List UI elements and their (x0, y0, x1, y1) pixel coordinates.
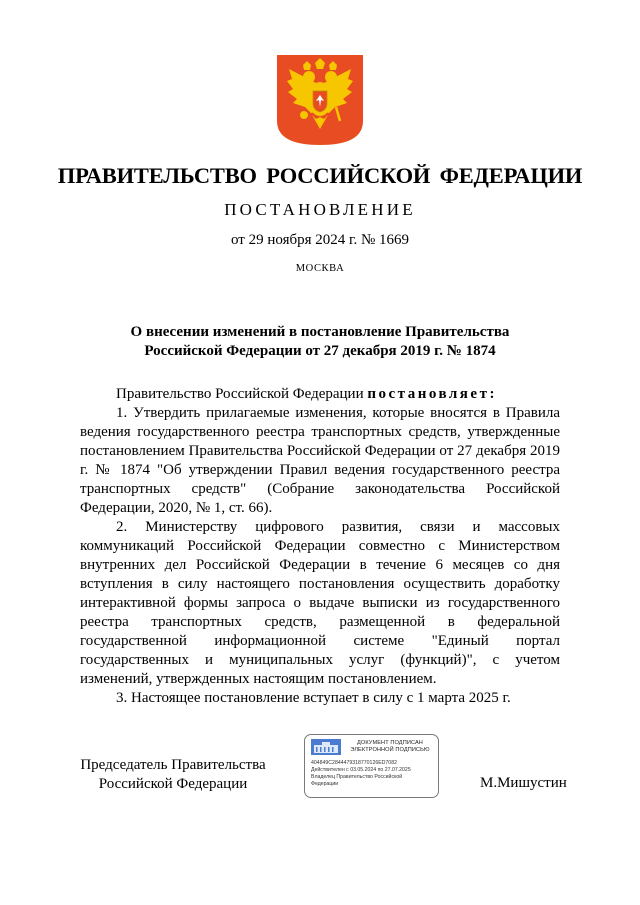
stamp-details (311, 760, 436, 788)
document-date-number: от 29 ноября 2024 г. № 1669 (230, 232, 410, 248)
government-title: ПРАВИТЕЛЬСТВО РОССИЙСКОЙ ФЕДЕРАЦИИ (57, 163, 583, 188)
document-type: ПОСТАНОВЛЕНИЕ (224, 200, 416, 219)
document-city: МОСКВА (295, 263, 345, 274)
clause-1: 1. Утвердить прилагаемые изменения, которые вносятся в Правила ведения государственного реестра транспортных средств, утвержденные постановлением Правительства Российской Федерации от 27 декабря 2019 г. № 1874 "Об утверждении Правил ведения государственного реестра транспортных средств" (Собрание законодательства Российской Федерации, 2020, № 1, ст. 66). (80, 405, 560, 516)
subject-line-1: О внесении изменений в постановление Правительства (130, 324, 510, 340)
electronic-signature-stamp (304, 734, 439, 798)
document-subject (80, 323, 560, 361)
stamp-validity: Действителен с 03.05.2024 по 27.07.2025 (311, 767, 411, 773)
signatory-title-line-1: Председатель Правительства (80, 757, 266, 773)
preamble (80, 385, 560, 404)
government-building-icon (311, 739, 341, 755)
stamp-title-line-2: ЭЛЕКТРОННОЙ ПОДПИСЬЮ (350, 747, 430, 753)
clause-3: 3. Настоящее постановление вступает в силу с 1 марта 2025 г. (116, 690, 511, 706)
signatory-name: М.Мишустин (480, 775, 567, 791)
russian-coat-of-arms-icon (277, 55, 363, 145)
stamp-owner-line-1: Владелец Правительство Российской (311, 774, 403, 780)
stamp-owner-line-2: Федерации (311, 781, 339, 787)
clause-2: 2. Министерству цифрового развития, связи и массовых коммуникаций Российской Федерации совместно с Министерством внутренних дел Российской Федерации в течение 6 месяцев со дня вступления в силу настоящего постановления осуществить доработку интерактивной формы запроса о выдаче выписки из государственного реестра транспортных средств, размещенной в федеральной государственной информационной системе "Единый портал государственных и муниципальных услуг (функций)", с учетом изменений, утвержденных настоящим постановлением. (80, 519, 560, 687)
signatory-title-line-2: Российской Федерации (98, 776, 248, 792)
stamp-title (345, 740, 435, 754)
preamble-text: Правительство Российской Федерации (116, 386, 368, 402)
signatory-title (78, 756, 268, 794)
stamp-title-line-1: ДОКУМЕНТ ПОДПИСАН (357, 740, 423, 746)
coat-of-arms-emblem (277, 55, 363, 145)
preamble-verb: постановляет: (367, 386, 497, 402)
subject-line-2: Российской Федерации от 27 декабря 2019 г. № 1874 (144, 343, 496, 359)
stamp-certificate: 404849C2844479318770126ED7082 (311, 760, 397, 766)
document-body (80, 385, 560, 708)
